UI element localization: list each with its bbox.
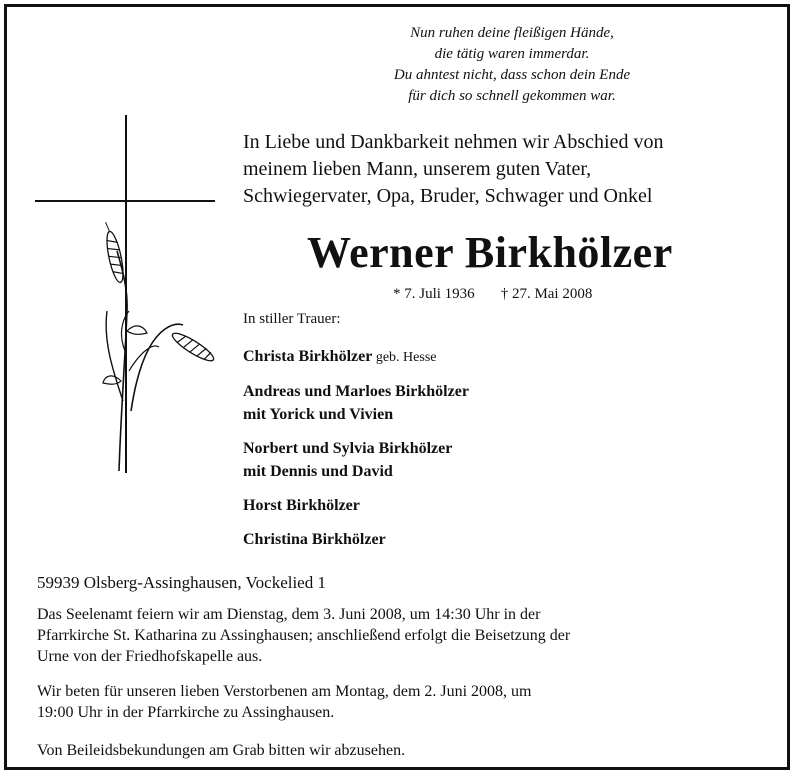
paragraph-line: Urne von der Friedhofskapelle aus. <box>37 648 263 665</box>
paragraph-line: 19:00 Uhr in der Pfarrkirche zu Assinghausen. <box>37 704 335 721</box>
mourner-name: Horst Birkhölzer <box>243 497 360 514</box>
mourner-name: Norbert und Sylvia Birkhölzer <box>243 440 453 457</box>
mourner-name: Christina Birkhölzer <box>243 531 386 548</box>
death-date: † 27. Mai 2008 <box>500 286 593 302</box>
condolence-note <box>37 740 405 761</box>
obituary-notice <box>4 4 790 770</box>
birth-date: * 7. Juli 1936 <box>393 286 475 302</box>
intro-line: Schwiegervater, Opa, Bruder, Schwager und Onkel <box>243 185 653 207</box>
life-dates <box>393 286 618 303</box>
mourning-label: In stiller Trauer: <box>243 311 341 327</box>
mourner-name: Christa Birkhölzer <box>243 348 373 365</box>
family-address: 59939 Olsberg-Assinghausen, Vockelied 1 <box>37 573 326 592</box>
intro-text <box>243 129 663 210</box>
paragraph-line: Wir beten für unseren lieben Verstorbenen am Montag, dem 2. Juni 2008, um <box>37 683 532 700</box>
poem-line: die tätig waren immerdar. <box>434 46 590 62</box>
deceased-name: Werner Birkhölzer <box>307 228 673 277</box>
paragraph-line: Von Beileidsbekundungen am Grab bitten wir abzusehen. <box>37 742 406 759</box>
paragraph-line: Das Seelenamt feiern wir am Dienstag, dem 3. Juni 2008, um 14:30 Uhr in der <box>37 606 541 623</box>
maiden-name: geb. Hesse <box>372 350 437 365</box>
intro-line: In Liebe und Dankbarkeit nehmen wir Abschied von <box>243 131 664 153</box>
mourner-name: Andreas und Marloes Birkhölzer <box>243 383 469 400</box>
mourner-children: mit Yorick und Vivien <box>243 406 394 423</box>
service-info-paragraph <box>37 604 570 667</box>
mourner-entry <box>243 528 469 551</box>
intro-line: meinem lieben Mann, unserem guten Vater, <box>243 158 592 180</box>
poem-line: Du ahntest nicht, dass schon dein Ende <box>393 67 631 83</box>
paragraph-line: Pfarrkirche St. Katharina zu Assinghausen; anschließend erfolgt die Beisetzung der <box>37 627 571 644</box>
mourner-entry <box>243 380 469 426</box>
mourner-entry <box>243 494 469 517</box>
mourner-children: mit Dennis und David <box>243 463 393 480</box>
mourner-entry <box>243 437 469 483</box>
cross-with-wheat-icon <box>33 111 223 481</box>
mourner-list <box>243 345 469 562</box>
poem <box>337 23 687 107</box>
mourner-entry <box>243 345 469 369</box>
poem-line: für dich so schnell gekommen war. <box>408 88 616 104</box>
poem-line: Nun ruhen deine fleißigen Hände, <box>410 25 614 41</box>
prayer-info-paragraph <box>37 681 532 723</box>
